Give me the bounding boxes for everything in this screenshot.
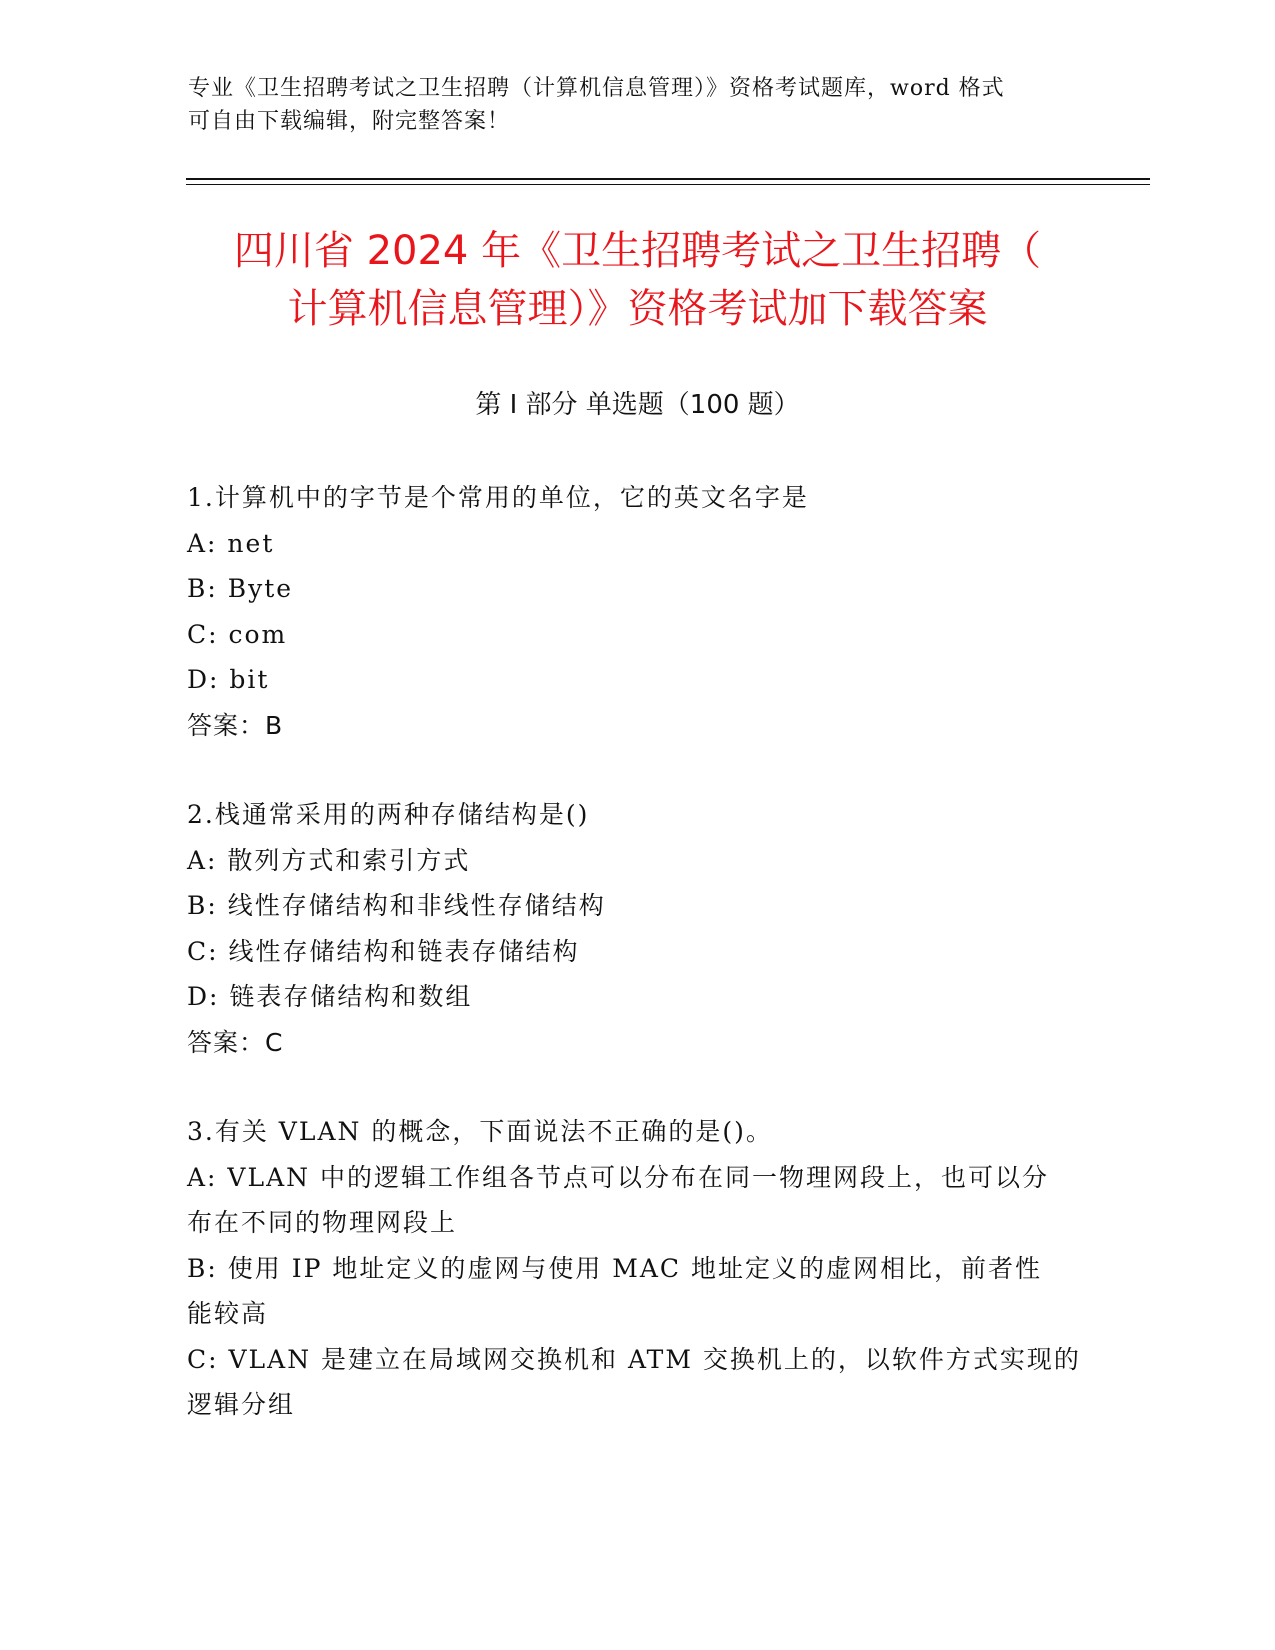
question-option: D: bit	[187, 665, 270, 694]
question-option: B: 线性存储结构和非线性存储结构	[187, 891, 606, 920]
question-1	[187, 475, 1087, 748]
question-option: D: 链表存储结构和数组	[187, 982, 473, 1011]
question-option: A: 散列方式和索引方式	[187, 845, 471, 875]
question-stem: 2.栈通常采用的两种存储结构是()	[187, 800, 590, 829]
question-stem: 1.计算机中的字节是个常用的单位，它的英文名字是	[187, 483, 809, 512]
section-title: 第 I 部分 单选题（100 题）	[475, 390, 800, 420]
question-option: B: 使用 IP 地址定义的虚网与使用 MAC 地址定义的虚网相比，前者性	[187, 1253, 1043, 1283]
question-option: A: VLAN 中的逻辑工作组各节点可以分布在同一物理网段上，也可以分	[187, 1162, 1049, 1192]
question-3	[187, 1109, 1087, 1428]
question-option-continued: 布在不同的物理网段上	[187, 1208, 458, 1237]
header-note-line: 可自由下载编辑，附完整答案！	[188, 109, 511, 134]
header-note	[188, 72, 1088, 138]
question-answer: 答案：B	[187, 710, 284, 740]
header-divider	[186, 178, 1150, 180]
header-divider-thin	[186, 184, 1150, 185]
question-option: B: Byte	[187, 574, 294, 603]
question-2	[187, 792, 1087, 1065]
question-option-continued: 能较高	[187, 1299, 269, 1328]
question-option: C: VLAN 是建立在局域网交换机和 ATM 交换机上的，以软件方式实现的	[187, 1344, 1081, 1374]
header-note-line: 专业《卫生招聘考试之卫生招聘（计算机信息管理）》资格考试题库，word 格式	[188, 76, 1005, 101]
question-option: A: net	[187, 528, 275, 558]
document-title-line: 计算机信息管理）》资格考试加下载答案	[287, 286, 988, 332]
question-option: C: com	[187, 619, 288, 649]
question-answer: 答案：C	[187, 1027, 284, 1057]
document-title	[150, 222, 1125, 338]
question-option-continued: 逻辑分组	[187, 1390, 296, 1419]
question-list	[187, 475, 1087, 1472]
question-option: C: 线性存储结构和链表存储结构	[187, 936, 580, 966]
document-title-line: 四川省 2024 年《卫生招聘考试之卫生招聘（	[233, 228, 1042, 274]
question-stem: 3.有关 VLAN 的概念，下面说法不正确的是()。	[187, 1117, 773, 1146]
